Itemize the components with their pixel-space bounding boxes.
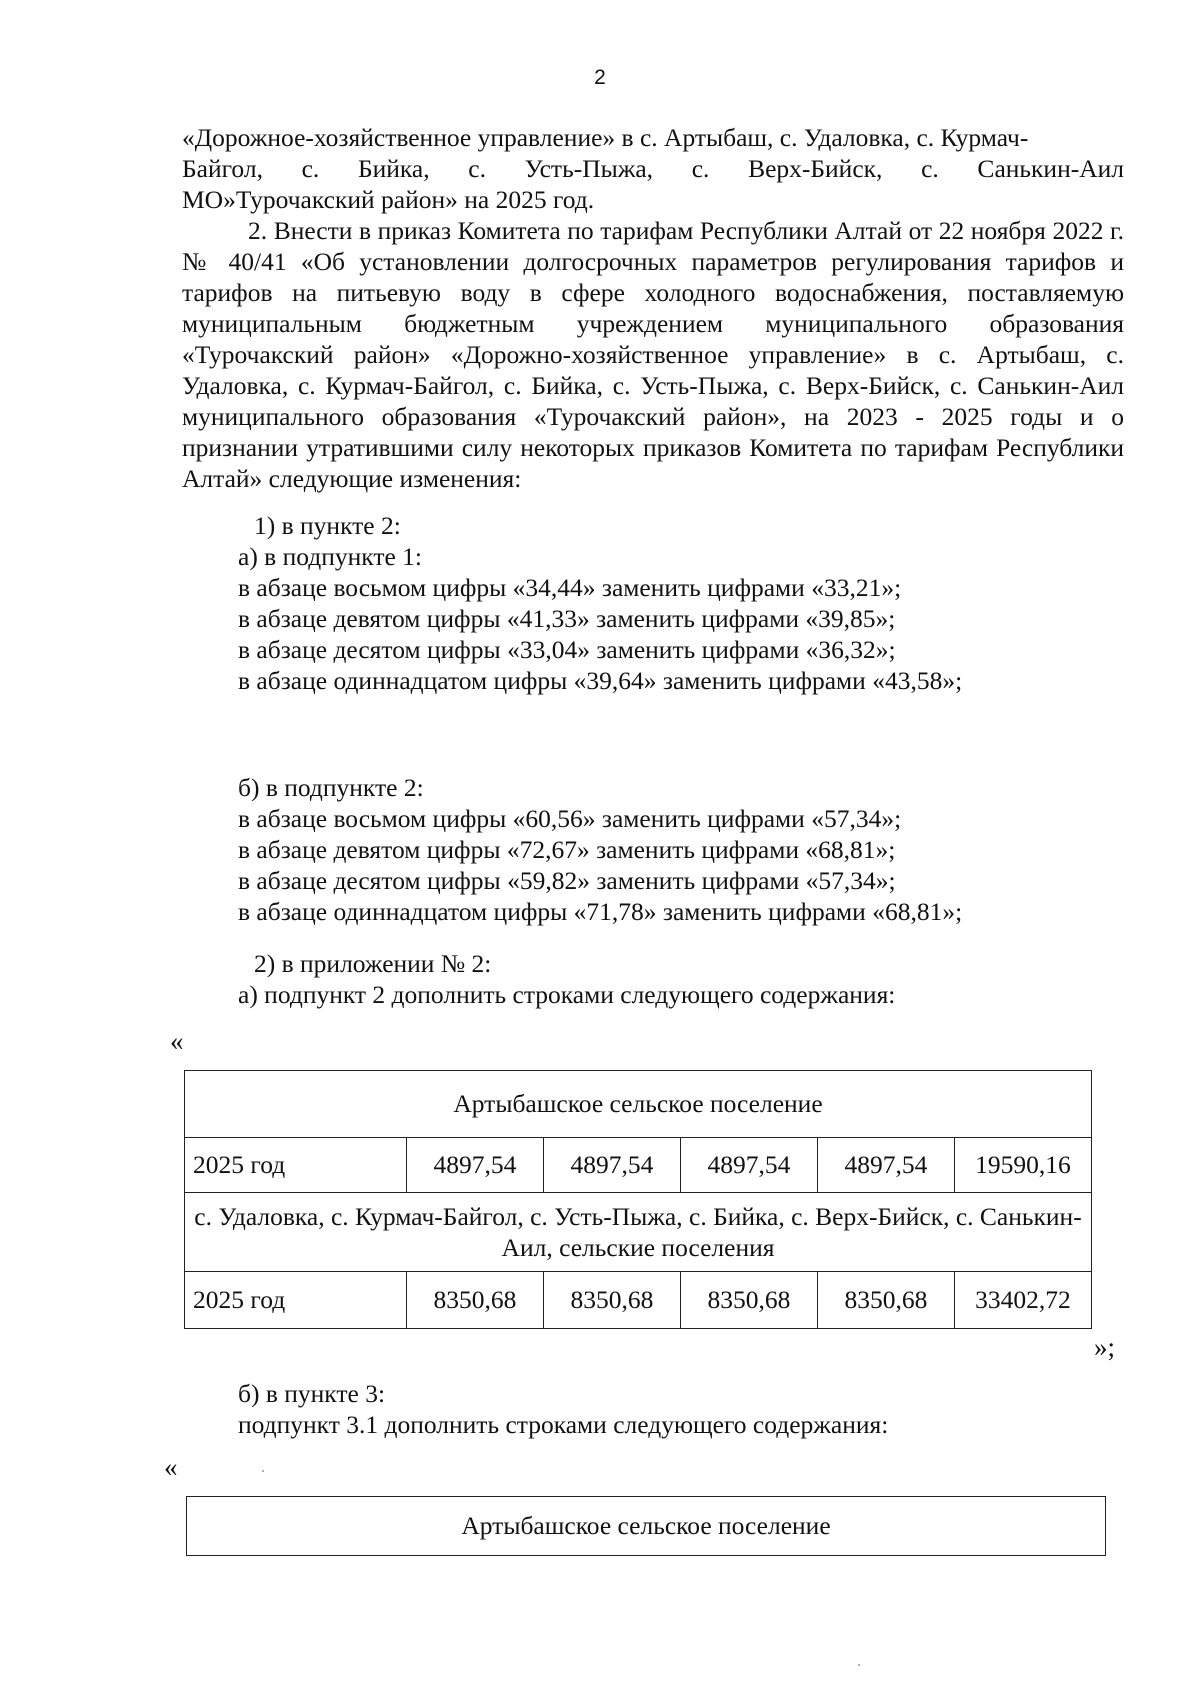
table-section-row [185, 1193, 1092, 1272]
value-cell: 33402,72 [954, 1272, 1091, 1329]
scan-speck [858, 1664, 860, 1666]
value-cell: 8350,68 [817, 1272, 954, 1329]
intro-line: Байгол, с. Бийка, с. Усть-Пыжа, с. Верх-Бийск, с. Санькин-Аил [182, 154, 1124, 183]
subpunkt-b-amendments [238, 772, 962, 927]
amendment-line: в абзаце десятом цифры «33,04» заменить цифрами «36,32»; [238, 635, 896, 664]
punkt-3-amendments [238, 1378, 888, 1440]
value-cell: 8350,68 [406, 1272, 543, 1329]
value-cell: 19590,16 [954, 1138, 1091, 1193]
section-title: Артыбашское сельское поселение [185, 1071, 1092, 1138]
amendment-line: в абзаце одиннадцатом цифры «71,78» заменить цифрами «68,81»; [238, 897, 963, 926]
intro-line: «Дорожное-хозяйственное управление» в с. Артыбаш, с. Удаловка, с. Курмач- [182, 123, 1029, 152]
punkt-2-heading: 1) в пункте 2: [254, 511, 401, 540]
amendment-line: в абзаце восьмом цифры «60,56» заменить цифрами «57,34»; [238, 804, 902, 833]
appendix-sub-a: а) подпункт 2 дополнить строками следующего содержания: [238, 980, 896, 1009]
subpunkt-a-heading: а) в подпункте 1: [238, 542, 423, 571]
close-quote: »; [1094, 1332, 1116, 1362]
punkt-3-text: подпункт 3.1 дополнить строками следующего содержания: [238, 1410, 889, 1439]
open-quote: « [164, 1452, 178, 1482]
document-body [182, 122, 1124, 494]
table-section-row [185, 1071, 1092, 1138]
intro-line: МО»Турочакский район» на 2025 год. [182, 185, 595, 214]
amendment-line: в абзаце девятом цифры «41,33» заменить цифрами «39,85»; [238, 604, 896, 633]
punkt-2-amendments [238, 510, 962, 696]
tariff-table [184, 1070, 1092, 1329]
appendix-heading: 2) в приложении № 2: [254, 949, 492, 978]
item-2-paragraph: 2. Внести в приказ Комитета по тарифам Республики Алтай от 22 ноября 2022 г. № 40/41 «Об установлении долгосрочных параметров регулирования тарифов и тарифов на питьевую воду в сфере холодного водоснабжения, поставляемую муниципальным бюджетным учреждением муниципального образования «Турочакский район» «Дорожно-хозяйственное управление» в с. Артыбаш, с. Удаловка, с. Курмач-Байгол, с. Бийка, с. Усть-Пыжа, с. Верх-Бийск, с. Санькин-Аил муниципального образования «Турочакский район», на 2023 - 2025 годы и о признании утратившими силу некоторых приказов Комитета по тарифам Республики Алтай» следующие изменения: [182, 216, 1124, 493]
amendment-line: в абзаце десятом цифры «59,82» заменить цифрами «57,34»; [238, 866, 896, 895]
section-box: Артыбашское сельское поселение [186, 1496, 1106, 1556]
year-cell: 2025 год [185, 1138, 407, 1193]
table-row [185, 1272, 1092, 1329]
scan-speck [262, 1470, 264, 1472]
open-quote: « [170, 1026, 184, 1056]
section-title: с. Удаловка, с. Курмач-Байгол, с. Усть-Пыжа, с. Бийка, с. Верх-Бийск, с. Санькин-Аил, сельские поселения [185, 1193, 1092, 1272]
year-cell: 2025 год [185, 1272, 407, 1329]
value-cell: 8350,68 [543, 1272, 680, 1329]
value-cell: 4897,54 [817, 1138, 954, 1193]
page-number: 2 [594, 66, 606, 89]
amendment-line: в абзаце восьмом цифры «34,44» заменить цифрами «33,21»; [238, 573, 902, 602]
value-cell: 4897,54 [680, 1138, 817, 1193]
subpunkt-b-heading: б) в подпункте 2: [238, 773, 424, 802]
amendment-line: в абзаце девятом цифры «72,67» заменить цифрами «68,81»; [238, 835, 896, 864]
appendix-amendments [238, 948, 895, 1010]
table-row [185, 1138, 1092, 1193]
value-cell: 4897,54 [543, 1138, 680, 1193]
amendment-line: в абзаце одиннадцатом цифры «39,64» заменить цифрами «43,58»; [238, 666, 963, 695]
punkt-3-heading: б) в пункте 3: [238, 1379, 386, 1408]
value-cell: 8350,68 [680, 1272, 817, 1329]
value-cell: 4897,54 [406, 1138, 543, 1193]
